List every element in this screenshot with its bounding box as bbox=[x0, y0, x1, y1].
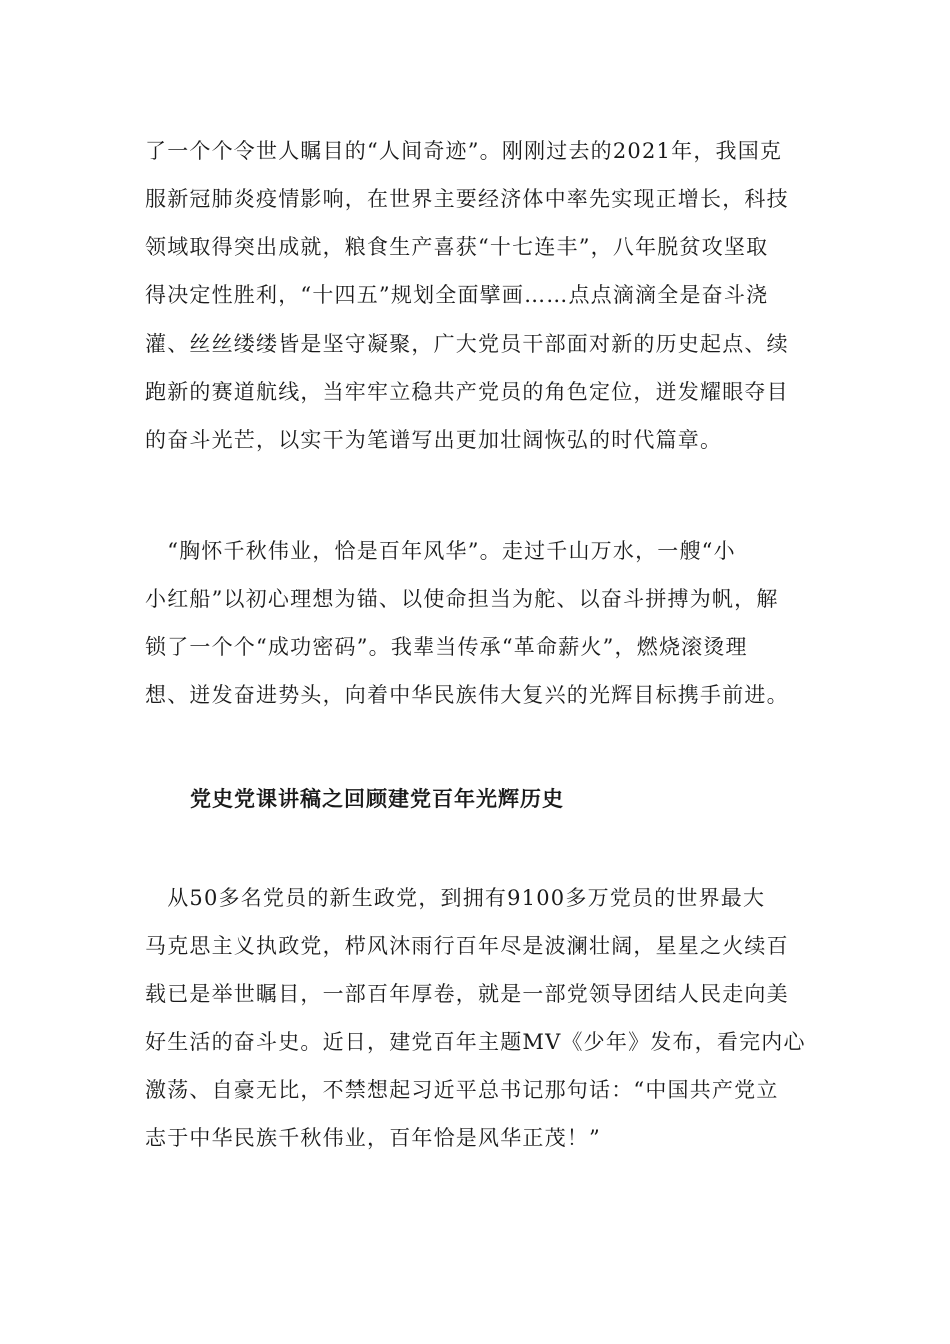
paragraph-line: 了一个个令世人瞩目的“人间奇迹”。刚刚过去的2021年，我国克 bbox=[145, 139, 783, 163]
paragraph-line: 激荡、自豪无比，不禁想起习近平总书记那句话：“中国共产党立 bbox=[145, 1078, 779, 1102]
paragraph-line: 小红船”以初心理想为锚、以使命担当为舵、以奋斗拼搏为帆，解 bbox=[145, 587, 779, 611]
paragraph-line: 跑新的赛道航线，当牢牢立稳共产党员的角色定位，迸发耀眼夺目 bbox=[145, 380, 789, 404]
paragraph-line: 服新冠肺炎疫情影响，在世界主要经济体中率先实现正增长，科技 bbox=[145, 187, 789, 211]
paragraph-line: 的奋斗光芒，以实干为笔谱写出更加壮阔恢弘的时代篇章。 bbox=[145, 428, 723, 452]
paragraph-line: 想、迸发奋进势头，向着中华民族伟大复兴的光辉目标携手前进。 bbox=[145, 683, 789, 707]
paragraph-line: 得决定性胜利，“十四五”规划全面擘画……点点滴滴全是奋斗浇 bbox=[145, 283, 769, 307]
paragraph-line: 好生活的奋斗史。近日，建党百年主题MV《少年》发布，看完内心 bbox=[145, 1030, 806, 1054]
paragraph-line: 灌、丝丝缕缕皆是坚守凝聚，广大党员干部面对新的历史起点、续 bbox=[145, 332, 789, 356]
paragraph-line: 锁了一个个“成功密码”。我辈当传承“革命薪火”，燃烧滚烫理 bbox=[145, 635, 748, 659]
paragraph-line: “胸怀千秋伟业，恰是百年风华”。走过千山万水，一艘“小 bbox=[145, 539, 736, 563]
paragraph-line: 志于中华民族千秋伟业，百年恰是风华正茂！” bbox=[145, 1126, 601, 1150]
paragraph-line: 领域取得突出成就，粮食生产喜获“十七连丰”，八年脱贫攻坚取 bbox=[145, 235, 769, 259]
section-heading: 党史党课讲稿之回顾建党百年光辉历史 bbox=[190, 786, 564, 811]
paragraph-line: 从50多名党员的新生政党，到拥有9100多万党员的世界最大 bbox=[145, 886, 766, 910]
paragraph-line: 载已是举世瞩目，一部百年厚卷，就是一部党领导团结人民走向美 bbox=[145, 982, 789, 1006]
paragraph-line: 马克思主义执政党，栉风沐雨行百年尽是波澜壮阔，星星之火续百 bbox=[145, 934, 789, 958]
